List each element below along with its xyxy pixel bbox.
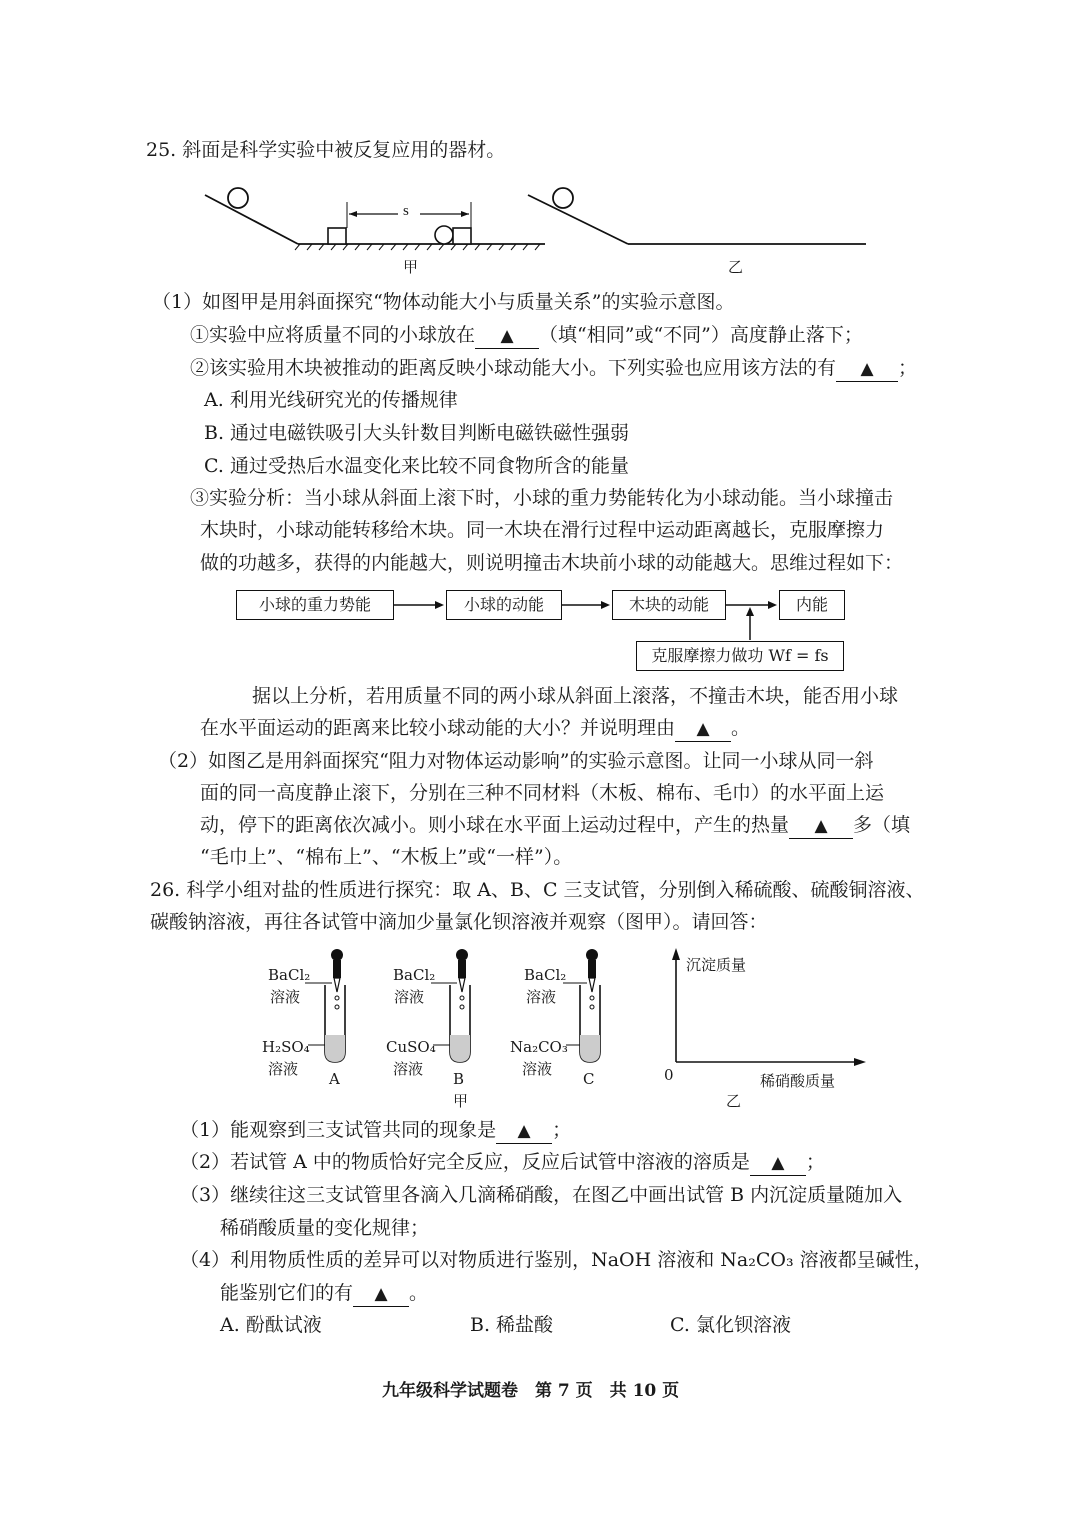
ball-jia bbox=[228, 188, 248, 208]
block-start bbox=[328, 228, 346, 244]
test-tube-c bbox=[563, 949, 600, 1062]
graph-x-label: 稀硝酸质量 bbox=[760, 1072, 836, 1090]
tube-c-solution-2: 溶液 bbox=[522, 1060, 553, 1078]
test-tube-b bbox=[431, 949, 470, 1062]
answer-blank-1[interactable] bbox=[475, 323, 539, 349]
q25-option-c: C. 通过受热后水温变化来比较不同食物所含的能量 bbox=[204, 455, 629, 477]
q26-sub-4-line-2-text-b: 。 bbox=[409, 1282, 429, 1304]
q25-option-a: A. 利用光线研究光的传播规律 bbox=[204, 389, 458, 411]
figure-label-jia-26: 甲 bbox=[453, 1092, 469, 1110]
q26-sub-3-line-2: 稀硝酸质量的变化规律； bbox=[220, 1217, 430, 1239]
q25-part2-line-3 bbox=[200, 813, 910, 839]
answer-blank-3[interactable] bbox=[675, 716, 731, 742]
q25-analysis-line-5 bbox=[200, 716, 750, 742]
q25-part1-intro: （1）如图甲是用斜面探究“物体动能大小与质量关系”的实验示意图。 bbox=[152, 291, 735, 313]
answer-blank-4[interactable] bbox=[789, 813, 853, 839]
tube-c-letter: C bbox=[583, 1070, 595, 1088]
tube-b-letter: B bbox=[453, 1070, 465, 1088]
q25-part1-i-text-a: ①实验中应将质量不同的小球放在 bbox=[190, 324, 476, 346]
q26-sub-1-text-b: ； bbox=[552, 1119, 572, 1141]
tube-a-letter: A bbox=[329, 1070, 340, 1088]
q26-sub-3-line-1: （3）继续往这三支试管里各滴入几滴稀硝酸，在图乙中画出试管 B 内沉淀质量随加入 bbox=[180, 1184, 903, 1206]
q26-sub-2-text-a: （2）若试管 A 中的物质恰好完全反应，反应后试管中溶液的溶质是 bbox=[180, 1151, 750, 1173]
figure-label-yi: 乙 bbox=[728, 258, 744, 276]
q25-part2-line-2: 面的同一高度静止滚下，分别在三种不同材料（木板、棉布、毛巾）的水平面上运 bbox=[200, 782, 885, 804]
q25-analysis-line-4: 据以上分析，若用质量不同的两小球从斜面上滚落，不撞击木块，能否用小球 bbox=[252, 685, 899, 707]
tube-b-solution: CuSO₄ bbox=[386, 1038, 436, 1056]
blank-marker: ▲ bbox=[500, 326, 514, 346]
q25-analysis-line-1: ③实验分析：当小球从斜面上滚下时，小球的重力势能转化为小球动能。当小球撞击 bbox=[190, 487, 894, 509]
q26-sub-4-line-1: （4）利用物质性质的差异可以对物质进行鉴别，NaOH 溶液和 Na₂CO₃ 溶液都呈碱性， bbox=[180, 1249, 933, 1271]
q25-stem: 25. 斜面是科学实验中被反复应用的器材。 bbox=[146, 139, 506, 161]
tube-a-solution-2: 溶液 bbox=[268, 1060, 299, 1078]
blank-marker: ▲ bbox=[771, 1153, 785, 1173]
graph-origin: 0 bbox=[664, 1066, 674, 1084]
figure-label-jia: 甲 bbox=[403, 258, 419, 276]
q26-sub-2 bbox=[180, 1150, 825, 1176]
q26-option-c: C. 氯化钡溶液 bbox=[670, 1314, 791, 1336]
tube-b-reagent-top: BaCl₂ bbox=[393, 966, 436, 984]
blank-marker: ▲ bbox=[814, 816, 828, 836]
tube-a-reagent-top: BaCl₂ bbox=[268, 966, 311, 984]
q26-stem-line-2: 碳酸钠溶液，再往各试管中滴加少量氯化钡溶液并观察（图甲）。请回答： bbox=[150, 911, 768, 933]
answer-blank-5[interactable] bbox=[496, 1118, 552, 1144]
q25-part1-i bbox=[190, 323, 863, 349]
blank-marker: ▲ bbox=[517, 1121, 531, 1141]
q25-part2-line-3-text-b: 多（填 bbox=[853, 814, 911, 836]
flow-box-internal-energy: 内能 bbox=[779, 590, 845, 620]
q25-part2-line-3-text-a: 动，停下的距离依次减小。则小球在水平面上运动过程中，产生的热量 bbox=[200, 814, 790, 836]
answer-blank-6[interactable] bbox=[750, 1150, 806, 1176]
tube-c-reagent-top: BaCl₂ bbox=[524, 966, 567, 984]
incline-jia bbox=[205, 188, 545, 250]
q25-analysis-line-5-text-b: 。 bbox=[731, 717, 751, 739]
flow-box-potential-energy: 小球的重力势能 bbox=[236, 590, 394, 620]
incline-yi bbox=[528, 188, 866, 244]
flow-arrows bbox=[0, 590, 1080, 670]
q26-option-b: B. 稀盐酸 bbox=[470, 1314, 554, 1336]
q25-part2-line-4: “毛巾上”、“棉布上”、“木板上”或“一样”）。 bbox=[200, 846, 573, 868]
flow-box-friction-work: 克服摩擦力做功 Wf = fs bbox=[636, 641, 844, 671]
tube-b-reagent-top-2: 溶液 bbox=[394, 988, 425, 1006]
graph-y-label: 沉淀质量 bbox=[686, 956, 747, 974]
q25-part1-ii-text-b: ； bbox=[898, 357, 918, 379]
tube-a-solution: H₂SO₄ bbox=[262, 1038, 310, 1056]
q26-stem-line-1: 26. 科学小组对盐的性质进行探究：取 A、B、C 三支试管，分别倒入稀硫酸、硫酸铜溶液、 bbox=[150, 879, 925, 901]
figure-label-yi-26: 乙 bbox=[726, 1092, 742, 1110]
blank-marker: ▲ bbox=[696, 719, 710, 739]
tube-b-solution-2: 溶液 bbox=[393, 1060, 424, 1078]
test-tube-a bbox=[305, 949, 345, 1062]
q26-sub-1 bbox=[180, 1118, 571, 1144]
q26-option-a: A. 酚酞试液 bbox=[220, 1314, 322, 1336]
q26-sub-4-line-2-text-a: 能鉴别它们的有 bbox=[220, 1282, 354, 1304]
flow-box-block-kinetic: 木块的动能 bbox=[612, 590, 726, 620]
answer-blank-7[interactable] bbox=[353, 1281, 409, 1307]
tube-c-solution: Na₂CO₃ bbox=[510, 1038, 568, 1056]
q25-part1-i-text-b: （填“相同”或“不同”）高度静止落下； bbox=[539, 324, 863, 346]
ball-end bbox=[435, 226, 453, 244]
blank-marker: ▲ bbox=[860, 359, 874, 379]
q25-analysis-line-3: 做的功越多，获得的内能越大，则说明撞击木块前小球的动能越大。思维过程如下： bbox=[200, 552, 904, 574]
q25-part1-ii bbox=[190, 356, 917, 382]
q25-option-b: B. 通过电磁铁吸引大头针数目判断电磁铁磁性强弱 bbox=[204, 422, 630, 444]
flow-box-ball-kinetic: 小球的动能 bbox=[446, 590, 562, 620]
blank-marker: ▲ bbox=[374, 1284, 388, 1304]
ball-yi bbox=[553, 188, 573, 208]
q25-part1-ii-text-a: ②该实验用木块被推动的距离反映小球动能大小。下列实验也应用该方法的有 bbox=[190, 357, 837, 379]
q26-sub-1-text-a: （1）能观察到三支试管共同的现象是 bbox=[180, 1119, 497, 1141]
q25-part2-line-1: （2）如图乙是用斜面探究“阻力对物体运动影响”的实验示意图。让同一小球从同一斜 bbox=[158, 750, 874, 772]
q26-sub-2-text-b: ； bbox=[805, 1151, 825, 1173]
distance-label-s: s bbox=[403, 203, 409, 219]
block-end bbox=[453, 228, 471, 244]
q25-analysis-line-2: 木块时，小球动能转移给木块。同一木块在滑行过程中运动距离越长，克服摩擦力 bbox=[200, 519, 885, 541]
tube-a-reagent-top-2: 溶液 bbox=[270, 988, 301, 1006]
answer-blank-2[interactable] bbox=[836, 356, 898, 382]
q26-sub-4-line-2 bbox=[220, 1281, 428, 1307]
tube-c-reagent-top-2: 溶液 bbox=[526, 988, 557, 1006]
page-footer: 九年级科学试题卷 第 7 页 共 10 页 bbox=[382, 1381, 680, 1401]
q25-analysis-line-5-text-a: 在水平面运动的距离来比较小球动能的大小？并说明理由 bbox=[200, 717, 676, 739]
